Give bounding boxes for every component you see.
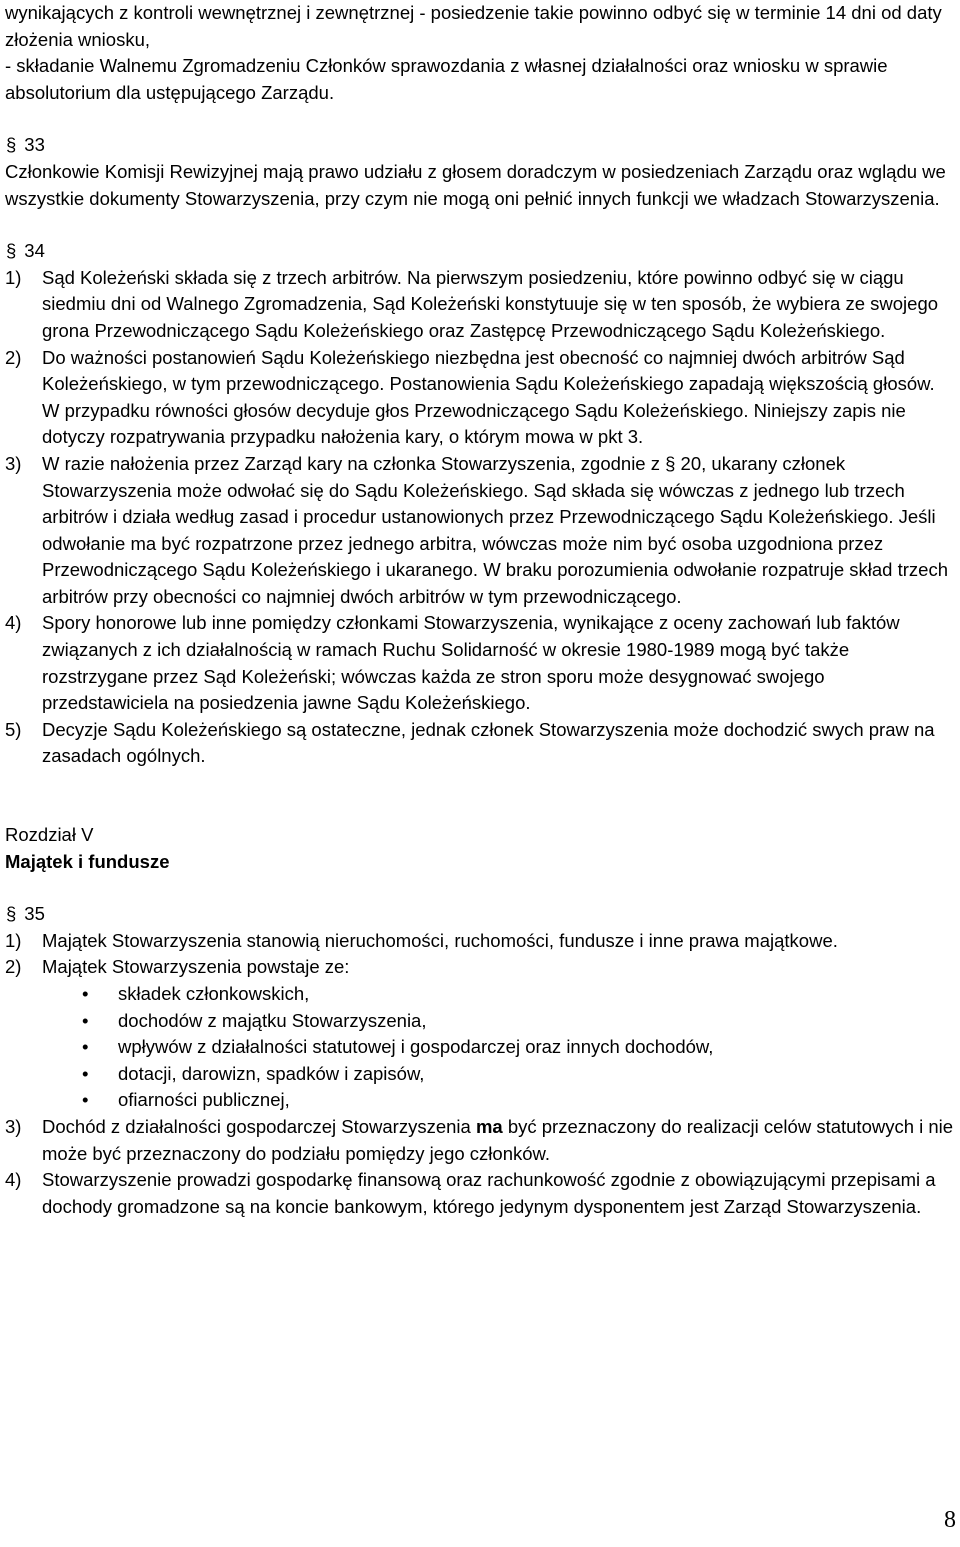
item-number: 5) bbox=[5, 718, 22, 740]
bullet-item bbox=[5, 1087, 955, 1114]
item-number: 4) bbox=[5, 1169, 22, 1191]
section-34-list bbox=[5, 265, 955, 770]
bullet-text: wpływów z działalności statutowej i gospodarczej oraz innych dochodów, bbox=[118, 1036, 714, 1058]
bullet-item bbox=[5, 981, 955, 1008]
item-text-part: 20, ukarany członek Stowarzyszenia może odwołać się do Sądu Koleżeńskiego. Sąd składa się wówczas z jednego lub trzech arbitrów i działa według zasad i procedur ustanowionych przez Przewodniczącego Sądu Koleżeńskiego. Jeśli odwołanie ma być rozpatrzone przez jednego arbitra, wówczas może nim być osoba uzgodniona przez Przewodniczącego Sądu Koleżeńskiego i ukaranego. W braku porozumienia odwołanie rozpatruje skład trzech arbitrów przy obecności co najmniej dwóch arbitrów w tym przewodniczącego. bbox=[42, 452, 948, 607]
section-35 bbox=[5, 901, 955, 1220]
item-number: 4) bbox=[5, 612, 22, 634]
item-text-part: być przeznaczony do realizacji celów statutowych i nie może być przeznaczony do podziału pomiędzy jego członków. bbox=[42, 1115, 954, 1164]
section-33-heading bbox=[5, 132, 955, 159]
bullet-icon: • bbox=[82, 1036, 89, 1058]
intro-line-2: - składanie Walnemu Zgromadzeniu Członków sprawozdania z własnej działalności oraz wniosku w sprawie absolutorium dla ustępującego Zarządu. bbox=[5, 55, 888, 103]
document-page bbox=[5, 0, 955, 1220]
section-33-text: Członkowie Komisji Rewizyjnej mają prawo udziału z głosem doradczym w posiedzeniach Zarządu oraz wglądu we wszystkie dokumenty Stowarzyszenia, przy czym nie mogą oni pełnić innych funkcji we władzach Stowarzyszenia. bbox=[5, 160, 946, 209]
bullet-icon: • bbox=[82, 1062, 89, 1084]
item-text: Sąd Koleżeński składa się z trzech arbitrów. Na pierwszym posiedzeniu, które powinno odbyć się w ciągu siedmiu dni od Walnego Zgromadzenia, Sąd Koleżeński konstytuuje się w ten sposób, że wybiera ze swojego grona Przewodniczącego Sądu Koleżeńskiego oraz Zastępcę Przewodniczącego Sądu Koleżeńskiego. bbox=[42, 266, 939, 341]
section-34-number: 34 bbox=[24, 240, 45, 262]
item-text: Decyzje Sądu Koleżeńskiego są ostateczne, jednak członek Stowarzyszenia może dochodzić swych praw na zasadach ogólnych. bbox=[42, 718, 935, 767]
item-number: 1) bbox=[5, 929, 22, 951]
list-item bbox=[5, 1114, 955, 1167]
chapter-label: Rozdział V bbox=[5, 824, 94, 846]
bullet-item bbox=[5, 1008, 955, 1035]
bullet-icon: • bbox=[82, 983, 89, 1004]
section-35-list bbox=[5, 928, 955, 981]
item-text: Do ważności postanowień Sądu Koleżeńskiego niezbędna jest obecność co najmniej dwóch arbitrów Sąd Koleżeńskiego, w tym przewodniczącego. Postanowienia Sądu Koleżeńskiego zapadają większością głosów. W przypadku równości głosów decyduje głos Przewodniczącego Sądu Koleżeńskiego. Niniejszy zapis nie dotyczy rozpatrywania przypadku nałożenia kary, o którym mowa w pkt 3. bbox=[42, 346, 935, 448]
section-sign: § bbox=[6, 903, 17, 925]
list-item bbox=[5, 265, 955, 345]
page-number: 8 bbox=[944, 1507, 956, 1533]
item-text: Majątek Stowarzyszenia stanowią nieruchomości, ruchomości, fundusze i inne prawa majątkowe. bbox=[42, 929, 838, 951]
bullet-item bbox=[5, 1061, 955, 1088]
bullet-text: dochodów z majątku Stowarzyszenia, bbox=[118, 1009, 427, 1031]
list-item bbox=[5, 345, 955, 451]
section-34 bbox=[5, 238, 955, 770]
list-item bbox=[5, 610, 955, 716]
list-item bbox=[5, 928, 955, 955]
bullet-text: dotacji, darowizn, spadków i zapisów, bbox=[118, 1062, 425, 1084]
section-33 bbox=[5, 132, 955, 212]
item-text: Stowarzyszenie prowadzi gospodarkę finansową oraz rachunkowość zgodnie z obowiązującymi przepisami a dochody gromadzone są na koncie bankowym, którego jedynym dysponentem jest Zarząd Stowarzyszenia. bbox=[42, 1169, 936, 1217]
item-text-part: W razie nałożenia przez Zarząd kary na członka Stowarzyszenia, zgodnie z bbox=[42, 452, 666, 474]
section-reference-sign: § bbox=[665, 452, 676, 474]
bullet-text: ofiarności publicznej, bbox=[118, 1089, 290, 1111]
section-35-list-continued bbox=[5, 1114, 955, 1220]
section-35-number: 35 bbox=[24, 903, 45, 925]
item-text-part: Dochód z działalności gospodarczej Stowarzyszenia bbox=[42, 1115, 476, 1137]
item-text: Spory honorowe lub inne pomiędzy członkami Stowarzyszenia, wynikające z oceny zachowań lub faktów związanych z ich działalnością w ramach Ruchu Solidarność w okresie 1980-1989 mogą być także rozstrzygane przez Sąd Koleżeński; wówczas każda ze stron sporu może desygnować swojego przedstawiciela na posiedzenia jawne Sądu Koleżeńskiego. bbox=[42, 612, 900, 714]
section-35-heading bbox=[5, 901, 955, 928]
item-text: Majątek Stowarzyszenia powstaje ze: bbox=[42, 956, 350, 978]
bullet-icon: • bbox=[82, 1009, 89, 1031]
intro-line-1: wynikających z kontroli wewnętrznej i zewnętrznej - posiedzenie takie powinno odbyć się w terminie 14 dni od daty złożenia wniosku, bbox=[5, 2, 942, 50]
list-item bbox=[5, 954, 955, 981]
bullet-text: składek członkowskich, bbox=[118, 983, 310, 1004]
section-33-number: 33 bbox=[24, 134, 45, 156]
income-sources-list bbox=[5, 981, 955, 1114]
chapter-heading bbox=[5, 822, 955, 875]
bullet-item bbox=[5, 1034, 955, 1061]
item-number: 3) bbox=[5, 1115, 22, 1137]
section-34-heading bbox=[5, 238, 955, 265]
item-number: 3) bbox=[5, 452, 22, 474]
list-item bbox=[5, 1167, 955, 1220]
section-sign: § bbox=[6, 240, 17, 262]
intro-block bbox=[5, 0, 955, 106]
section-sign: § bbox=[6, 134, 17, 156]
bold-word: ma bbox=[475, 1115, 503, 1137]
list-item bbox=[5, 717, 955, 770]
item-number: 2) bbox=[5, 956, 22, 978]
list-item bbox=[5, 451, 955, 611]
item-number: 2) bbox=[5, 346, 22, 368]
chapter-title: Majątek i fundusze bbox=[5, 850, 170, 872]
item-number: 1) bbox=[5, 266, 22, 288]
bullet-icon: • bbox=[82, 1089, 89, 1111]
